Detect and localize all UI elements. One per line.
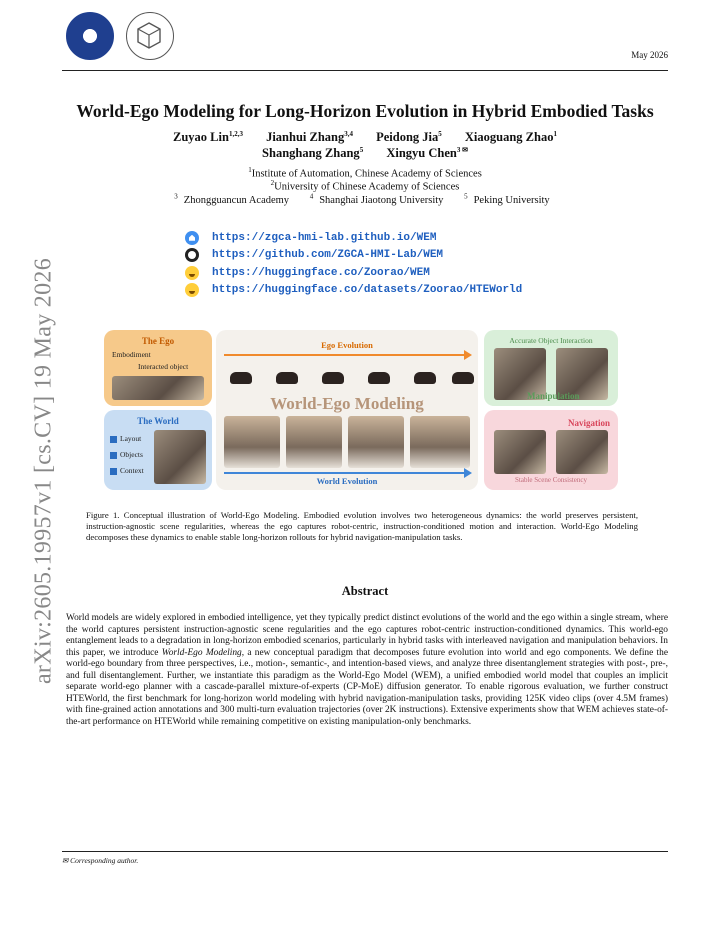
mail-icon: ✉ [62,856,69,865]
affiliation-line-3 [62,192,668,206]
cube-icon [127,13,172,58]
context-icon [110,468,117,475]
context-label: Context [110,466,144,475]
stable-scene-label: Stable Scene Consistency [515,476,587,484]
huggingface-icon [185,283,199,297]
robot-hand [414,372,436,384]
huggingface-model-link[interactable] [185,264,522,282]
ego-panel [104,330,212,406]
footnote-rule [62,851,668,852]
world-frame [286,416,342,468]
accurate-interaction-label: Accurate Object Interaction [509,336,593,345]
objects-label: Objects [110,450,143,459]
arxiv-stamp: arXiv:2605.19957v1 [cs.CV] 19 May 2026 [30,257,57,685]
author-line-2 [62,146,668,161]
affiliation: $^1$Institute of Automation, Chinese Academy of Sciences [248,166,482,180]
github-icon [185,248,199,262]
layout-icon [110,436,117,443]
layout-label: Layout [110,434,141,443]
author: Xiaoguang Zhao$^1$ [464,130,557,145]
author: Jianhui Zhang$^{3,4}$ [266,130,353,145]
affiliation: $^2$University of Chinese Academy of Sciences [270,179,460,193]
robot-hand [368,372,390,384]
navigation-panel [484,410,618,490]
lab-logo [126,12,174,60]
abstract-title: Abstract [341,584,389,598]
world-panel [104,410,212,490]
world-ego-modeling-panel [216,330,478,490]
navigation-thumbnail [494,430,546,474]
ego-panel-title: The Ego [141,336,175,346]
link-url[interactable]: https://huggingface.co/datasets/Zoorao/HTEWorld [212,284,523,297]
link-url[interactable]: https://zgca-hmi-lab.github.io/WEM [212,231,437,244]
robot-hand [322,372,344,384]
robot-hand [230,372,252,384]
world-frame [348,416,404,468]
abstract-text: World models are widely explored in embodied intelligence, yet they typically predict distinct evolutions of the world and the ego within a single stream, where the world captures persistent instruction-agnostic scene regularities and the ego captures robot-centric instruction-conditioned dynamics. This world-ego entanglement leads to a degradation in long-horizon embodied scenarios, particularly in hybrid tasks with interleaved navigation and manipulation behaviors. In this paper, we introduce World-Ego Modeling, a new conceptual paradigm that decomposes future evolution into world and ego components. We define the world-ego boundary from three perspectives, i.e., motion-, semantic-, and intention-based views, and analyze three disentanglement strategies with post-, pre-, and full disentanglement. Further, we instantiate this paradigm as the World-Ego Model (WEM), a unified embodied world model that couples an implicit separate world-ego planner with a cascade-parallel mixture-of-experts (CP-MoE) diffusion generator. To enable rigorous evaluation, we further construct HTEWorld, the first benchmark for long-horizon world modeling with hybrid navigation-manipulation tasks, providing 125K video clips (over 4.5M frames) with fine-grained action annotations and 300 multi-turn evaluation trajectories (over 2K instructions). Extensive experiments show that WEM achieves state-of-the-art performance on HTEWorld while remaining competitive on existing manipulation-only benchmarks. [66,613,668,727]
world-ego-modeling-label: World-Ego Modeling [270,394,424,413]
world-frame [410,416,470,468]
link-url[interactable]: https://github.com/ZGCA-HMI-Lab/WEM [212,249,444,262]
world-evolution-label: World Evolution [316,476,378,486]
github-link[interactable] [185,247,522,265]
robot-hand [452,372,474,384]
huggingface-icon [185,266,199,280]
navigation-label: Navigation [567,418,610,428]
robot-hand [276,372,298,384]
manipulation-label: Manipulation [527,391,580,401]
figure-1 [104,330,618,490]
zhongguancun-academy-logo [66,12,114,60]
affiliation: $^5$ Peking University [464,192,550,206]
home-icon [185,231,199,245]
author: Peidong Jia$^5$ [376,130,442,145]
author: Xingyu Chen$^{3 ✉}$ [386,146,468,161]
world-frame [224,416,280,468]
project-page-link[interactable] [185,229,522,247]
footnote: ✉ Corresponding author. [62,856,139,865]
navigation-thumbnail [556,430,608,474]
ego-evolution-arrow [224,354,470,356]
affiliation: $^4$ Shanghai Jiaotong University [309,192,444,206]
figure-caption: Figure 1. Conceptual illustration of World-Ego Modeling. Embodied evolution involves two heterogeneous dynamics: the world preserves persistent, instruction-agnostic scene regularities, whereas the ego captures robot-centric, instruction-conditioned motion and interaction. World-Ego Modeling decomposes these dynamics to enable stable long-horizon rollouts for hybrid navigation-manipulation tasks. [86,510,638,543]
author: Zuyao Lin$^{1,2,3}$ [173,130,243,145]
header-date: May 2026 [631,50,668,60]
author: Shanghang Zhang$^5$ [262,146,364,161]
paper-title: World-Ego Modeling for Long-Horizon Evolution in Hybrid Embodied Tasks [76,101,654,121]
world-evolution-arrow [224,472,470,474]
header-rule [62,70,668,71]
interacted-object-label: Interacted object [138,362,189,371]
project-links [185,229,522,299]
huggingface-dataset-link[interactable] [185,282,522,300]
world-panel-title: The World [137,416,179,426]
embodiment-label: Embodiment [112,350,151,359]
affiliation: $^3$ Zhongguancun Academy [174,192,290,206]
world-thumbnail [154,430,206,484]
link-url[interactable]: https://huggingface.co/Zoorao/WEM [212,266,430,279]
ego-thumbnail [112,376,204,400]
ego-evolution-label: Ego Evolution [321,340,373,350]
author-line-1 [62,130,668,145]
objects-icon [110,452,117,459]
